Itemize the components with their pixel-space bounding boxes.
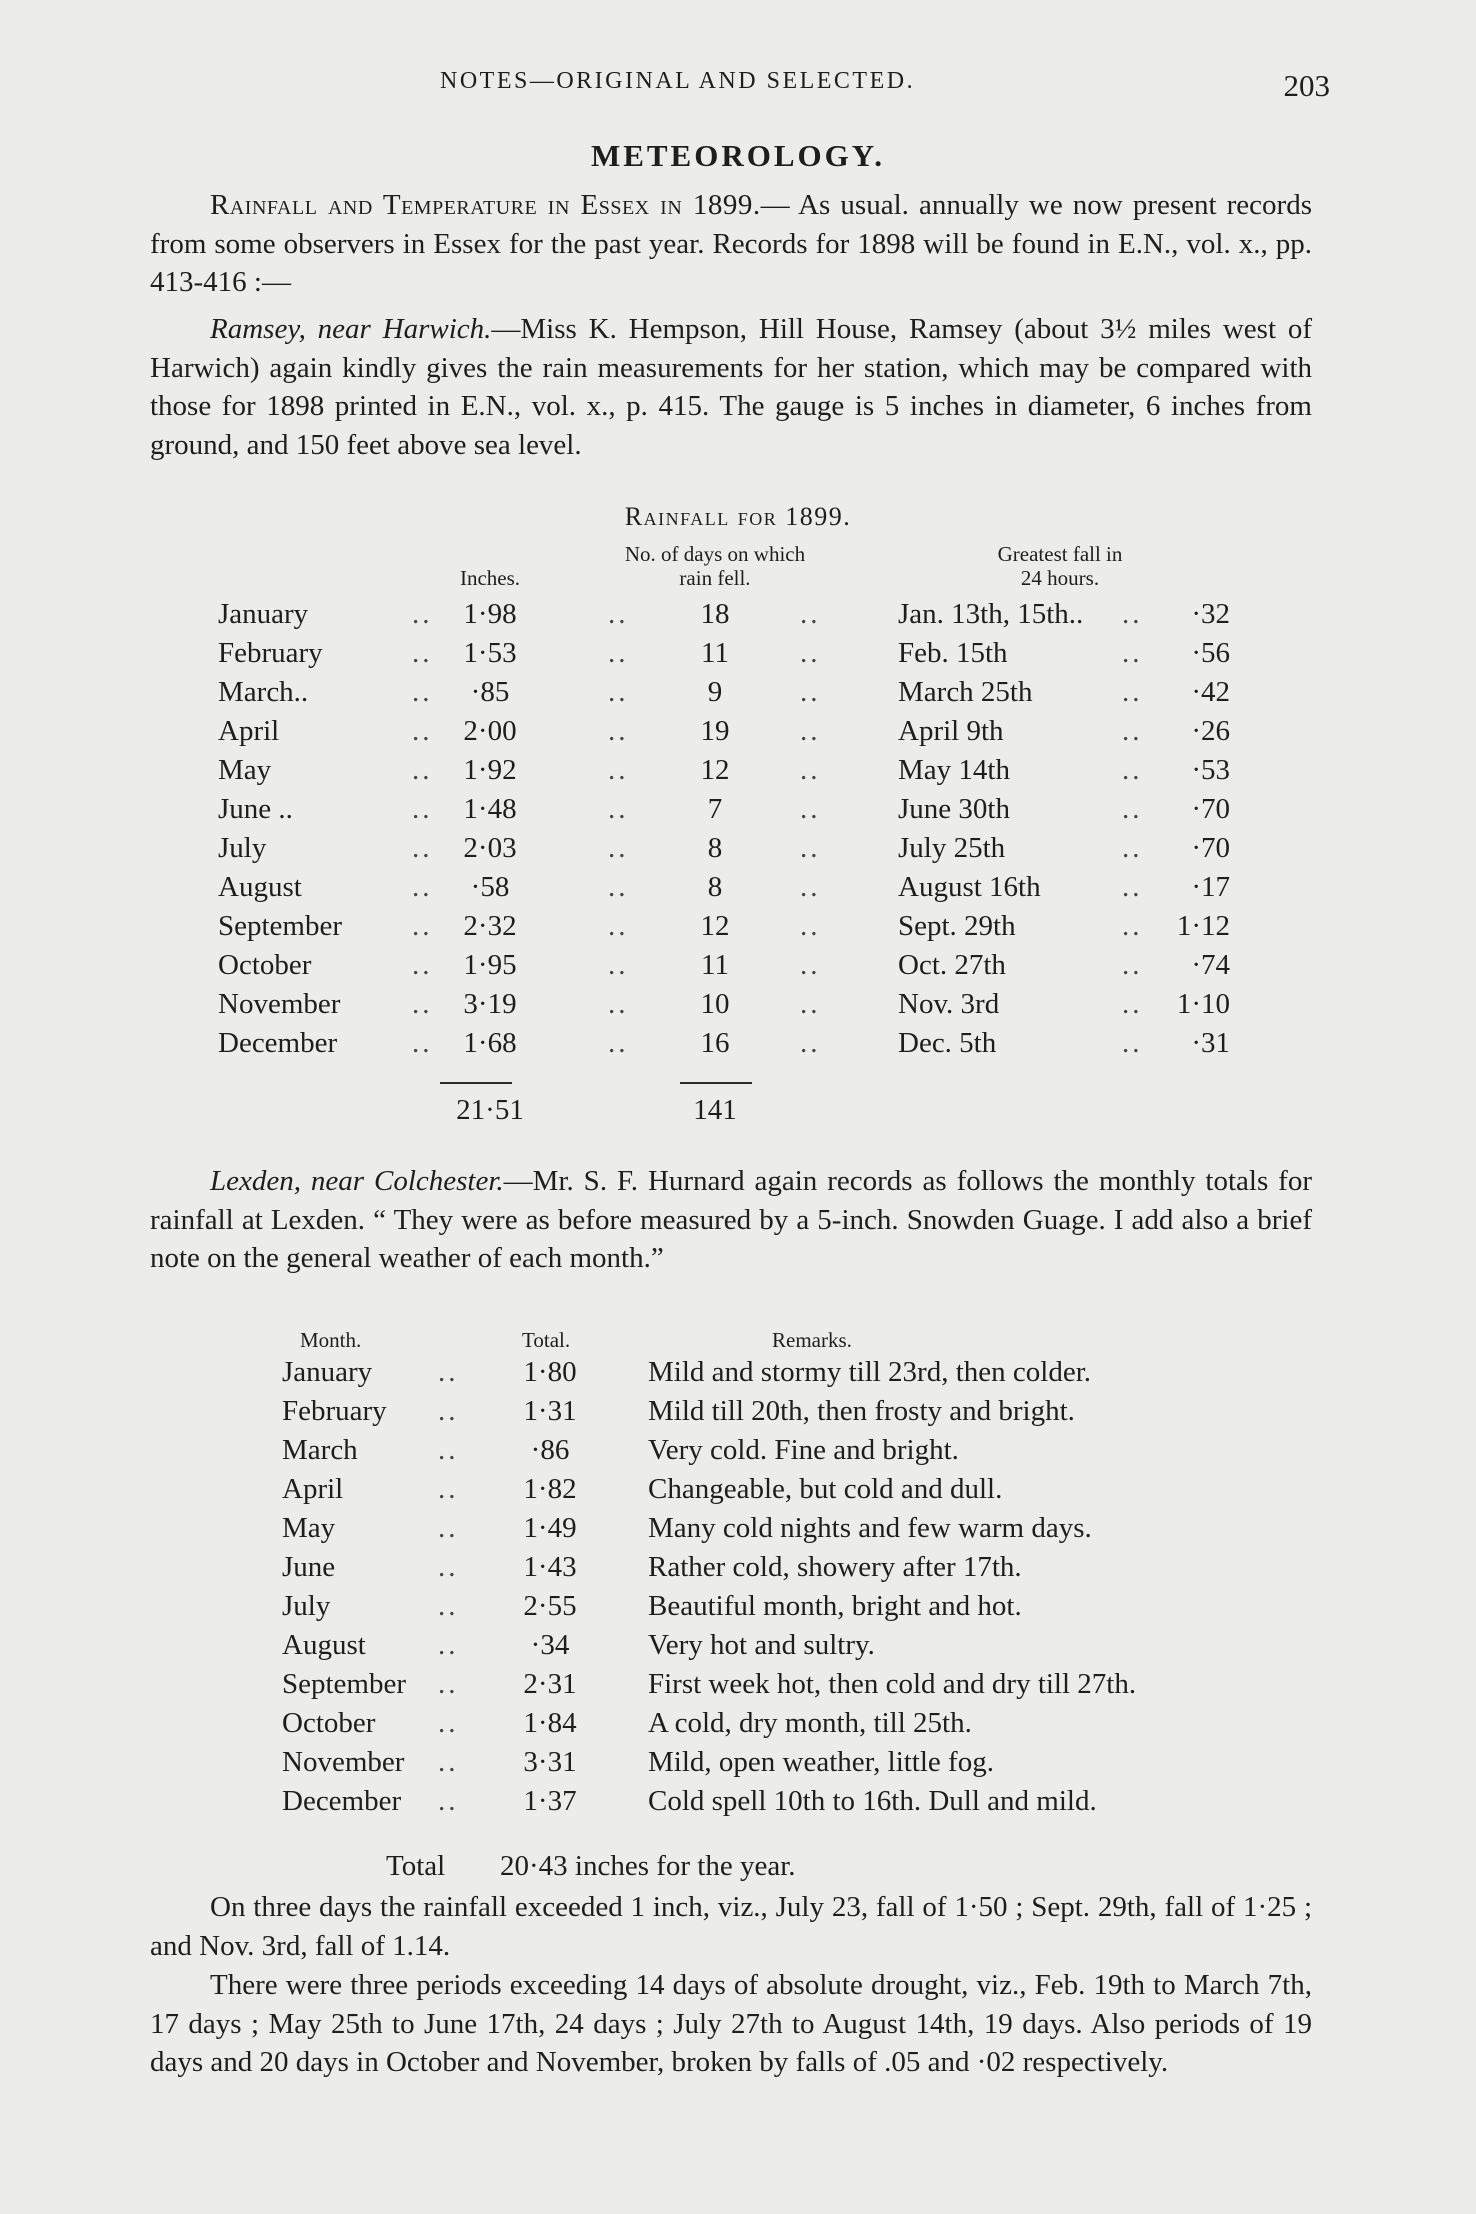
leader-dots: .. — [1122, 754, 1143, 786]
leader-dots: .. — [800, 637, 821, 669]
lexden-month: January — [282, 1356, 373, 1388]
intro-heading: Rainfall and Temperature in Essex in 1899. — [210, 189, 761, 221]
rainfall-month: January — [218, 598, 309, 630]
lexden-row — [0, 1746, 1476, 1785]
lexden-text: —Mr. S. F. Hurnard again records as follows the monthly totals for rainfall at Lexden. “ They were as before measured by a 5-inch. Snowden Guage. I add also a brief note on the general weather of each month.” — [150, 1165, 1312, 1274]
lexden-month: February — [282, 1395, 387, 1427]
leader-dots: .. — [608, 910, 629, 942]
lexden-col-remarks: Remarks. — [772, 1328, 852, 1352]
leader-dots: .. — [800, 1027, 821, 1059]
leader-dots: .. — [1122, 988, 1143, 1020]
leader-dots: .. — [1122, 949, 1143, 981]
rainfall-month: August — [218, 871, 302, 903]
lexden-place: Lexden, near Colchester. — [210, 1165, 504, 1197]
rainfall-row — [0, 637, 1476, 676]
lexden-remarks: Mild and stormy till 23rd, then colder. — [648, 1356, 1092, 1388]
ramsey-text: —Miss K. Hempson, Hill House, Ramsey (about 3½ miles west of Harwich) again kindly gives the rain measurements for her station, which may be compared with those for 1898 printed in E.N., vol. x., p. 415. The gauge is 5 inches in diameter, 6 inches from ground, and 150 feet above sea level. — [150, 313, 1312, 461]
rainfall-greatest-date: Feb. 15th — [898, 637, 1008, 669]
rainfall-days: 11 — [701, 949, 729, 981]
leader-dots: .. — [412, 754, 433, 786]
running-head — [150, 68, 1330, 108]
lexden-month: June — [282, 1551, 336, 1583]
lexden-total: 1·82 — [523, 1473, 577, 1505]
lexden-row — [0, 1707, 1476, 1746]
leader-dots: .. — [412, 832, 433, 864]
page-number: 203 — [1283, 68, 1330, 103]
lexden-row — [0, 1668, 1476, 1707]
lexden-month: April — [282, 1473, 344, 1505]
rainfall-inches: ·85 — [470, 676, 510, 708]
leader-dots: .. — [1122, 871, 1143, 903]
rainfall-days: 16 — [700, 1027, 730, 1059]
rainfall-inches: 3·19 — [463, 988, 517, 1020]
rainfall-month: May — [218, 754, 272, 786]
leader-dots: .. — [1122, 676, 1143, 708]
rainfall-month: February — [218, 637, 323, 669]
lexden-total: 1·31 — [523, 1395, 577, 1427]
rainfall-greatest-fall: ·17 — [1191, 871, 1230, 903]
rainfall-row — [0, 832, 1476, 871]
closing-paragraph-2 — [150, 1966, 1312, 2082]
lexden-col-month: Month. — [300, 1328, 362, 1352]
leader-dots: .. — [438, 1746, 459, 1778]
rainfall-days: 12 — [700, 910, 730, 942]
rainfall-greatest-date: May 14th — [898, 754, 1010, 786]
rainfall-total-row — [0, 1094, 1476, 1133]
leader-dots: .. — [412, 598, 433, 630]
lexden-row — [0, 1395, 1476, 1434]
lexden-remarks: First week hot, then cold and dry till 27th. — [648, 1668, 1137, 1700]
leader-dots: .. — [1122, 598, 1143, 630]
leader-dots: .. — [438, 1356, 459, 1388]
leader-dots: .. — [1122, 1027, 1143, 1059]
rainfall-greatest-fall: ·42 — [1191, 676, 1230, 708]
lexden-row — [0, 1629, 1476, 1668]
rainfall-row — [0, 949, 1476, 988]
rainfall-row — [0, 871, 1476, 910]
leader-dots: .. — [412, 949, 433, 981]
leader-dots: .. — [412, 715, 433, 747]
ramsey-place: Ramsey, near Harwich. — [210, 313, 492, 345]
closing-paragraph-1 — [150, 1888, 1312, 1965]
rainfall-inches: 1·95 — [463, 949, 517, 981]
leader-dots: .. — [608, 793, 629, 825]
lexden-remarks: Very hot and sultry. — [648, 1629, 875, 1661]
rainfall-inches: 2·03 — [463, 832, 517, 864]
lexden-total: 1·80 — [523, 1356, 577, 1388]
rainfall-days: 12 — [700, 754, 730, 786]
lexden-remarks: Very cold. Fine and bright. — [648, 1434, 959, 1466]
rainfall-month: March.. — [218, 676, 309, 708]
rainfall-greatest-fall: ·70 — [1191, 793, 1230, 825]
rainfall-row — [0, 598, 1476, 637]
rainfall-greatest-fall: 1·10 — [1176, 988, 1230, 1020]
leader-dots: .. — [1122, 910, 1143, 942]
leader-dots: .. — [412, 676, 433, 708]
lexden-remarks: Many cold nights and few warm days. — [648, 1512, 1092, 1544]
intro-paragraph — [150, 186, 1312, 302]
lexden-month: December — [282, 1785, 402, 1817]
lexden-total: ·34 — [530, 1629, 570, 1661]
leader-dots: .. — [800, 910, 821, 942]
lexden-total-row — [0, 1850, 1476, 1889]
lexden-remarks: Changeable, but cold and dull. — [648, 1473, 1003, 1505]
leader-dots: .. — [1122, 832, 1143, 864]
lexden-remarks: Mild till 20th, then frosty and bright. — [648, 1395, 1075, 1427]
rainfall-greatest-date: June 30th — [898, 793, 1010, 825]
lexden-paragraph — [150, 1162, 1312, 1278]
rainfall-greatest-fall: ·74 — [1191, 949, 1230, 981]
lexden-row — [0, 1590, 1476, 1629]
leader-dots: .. — [412, 637, 433, 669]
lexden-total: 2·31 — [523, 1668, 577, 1700]
lexden-month: October — [282, 1707, 376, 1739]
rainfall-month: December — [218, 1027, 338, 1059]
rainfall-total-inches: 21·51 — [456, 1094, 524, 1126]
leader-dots: .. — [608, 949, 629, 981]
rainfall-inches: 1·53 — [463, 637, 517, 669]
section-title: METEOROLOGY. — [590, 138, 886, 173]
leader-dots: .. — [438, 1668, 459, 1700]
leader-dots: .. — [1122, 637, 1143, 669]
lexden-remarks: Beautiful month, bright and hot. — [648, 1590, 1022, 1622]
leader-dots: .. — [438, 1551, 459, 1583]
lexden-total-label: Total — [386, 1850, 446, 1882]
ramsey-paragraph — [150, 310, 1312, 464]
leader-dots: .. — [608, 988, 629, 1020]
rainfall-days: 11 — [701, 637, 729, 669]
paragraph-drought: There were three periods exceeding 14 days of absolute drought, viz., Feb. 19th to March 7th, 17 days ; May 25th to June 17th, 24 days ; July 27th to August 14th, 19 days. Also periods of 19 days and 20 days in October and November, broken by falls of .05 and ·02 respectively. — [150, 1969, 1312, 2078]
rainfall-days: 18 — [700, 598, 730, 630]
rainfall-greatest-fall: ·32 — [1191, 598, 1230, 630]
lexden-month: May — [282, 1512, 336, 1544]
leader-dots: .. — [438, 1395, 459, 1427]
lexden-total: 1·43 — [523, 1551, 577, 1583]
rainfall-greatest-fall: ·31 — [1191, 1027, 1230, 1059]
lexden-month: November — [282, 1746, 405, 1778]
paragraph-rain-over-inch: On three days the rainfall exceeded 1 inch, viz., July 23, fall of 1·50 ; Sept. 29th, fall of 1·25 ; and Nov. 3rd, fall of 1.14. — [150, 1891, 1312, 1962]
lexden-total: 1·37 — [523, 1785, 577, 1817]
rainfall-greatest-date: April 9th — [898, 715, 1004, 747]
rainfall-inches: 1·92 — [463, 754, 517, 786]
lexden-row — [0, 1473, 1476, 1512]
rainfall-col-fall — [930, 542, 1190, 590]
rainfall-greatest-fall: ·53 — [1191, 754, 1230, 786]
rainfall-total-days: 141 — [693, 1094, 737, 1126]
leader-dots: .. — [800, 949, 821, 981]
rainfall-col-fall-line2: 24 hours. — [1020, 566, 1100, 590]
lexden-row — [0, 1434, 1476, 1473]
leader-dots: .. — [800, 832, 821, 864]
lexden-month: August — [282, 1629, 366, 1661]
leader-dots: .. — [608, 754, 629, 786]
leader-dots: .. — [438, 1707, 459, 1739]
rainfall-row — [0, 988, 1476, 1027]
rainfall-greatest-fall: ·56 — [1191, 637, 1230, 669]
leader-dots: .. — [438, 1473, 459, 1505]
rainfall-days: 19 — [700, 715, 730, 747]
leader-dots: .. — [800, 598, 821, 630]
leader-dots: .. — [438, 1629, 459, 1661]
rainfall-days: 8 — [707, 871, 723, 903]
lexden-row — [0, 1356, 1476, 1395]
rainfall-row — [0, 910, 1476, 949]
leader-dots: .. — [608, 1027, 629, 1059]
lexden-total-text: 20·43 inches for the year. — [500, 1850, 796, 1882]
rainfall-greatest-date: August 16th — [898, 871, 1041, 903]
rainfall-month: April — [218, 715, 280, 747]
lexden-total: 1·84 — [523, 1707, 577, 1739]
rainfall-greatest-date: Dec. 5th — [898, 1027, 997, 1059]
rainfall-days: 8 — [707, 832, 723, 864]
lexden-total: 3·31 — [523, 1746, 577, 1778]
rainfall-greatest-date: Nov. 3rd — [898, 988, 1000, 1020]
intro-text: — As usual. annually we now present records from some observers in Essex for the past year. Records for 1898 will be found in E.N., vol. x., pp. 413-416 :— — [150, 189, 1312, 298]
rainfall-col-days — [590, 542, 840, 590]
lexden-month: July — [282, 1590, 331, 1622]
lexden-remarks: A cold, dry month, till 25th. — [648, 1707, 972, 1739]
lexden-remarks: Rather cold, showery after 17th. — [648, 1551, 1022, 1583]
rainfall-greatest-date: July 25th — [898, 832, 1006, 864]
rainfall-col-days-line1: No. of days on which — [624, 542, 806, 566]
rainfall-inches: 1·98 — [463, 598, 517, 630]
leader-dots: .. — [438, 1590, 459, 1622]
rainfall-col-inches: Inches. — [459, 566, 521, 590]
leader-dots: .. — [800, 754, 821, 786]
rainfall-greatest-date: March 25th — [898, 676, 1033, 708]
rainfall-total-rule-days — [680, 1082, 752, 1084]
leader-dots: .. — [1122, 715, 1143, 747]
rainfall-inches: 1·68 — [463, 1027, 517, 1059]
lexden-col-total: Total. — [522, 1328, 571, 1352]
rainfall-month: July — [218, 832, 267, 864]
leader-dots: .. — [412, 988, 433, 1020]
leader-dots: .. — [412, 793, 433, 825]
rainfall-inches: 2·32 — [463, 910, 517, 942]
leader-dots: .. — [608, 676, 629, 708]
lexden-month: March — [282, 1434, 358, 1466]
lexden-total: 1·49 — [523, 1512, 577, 1544]
leader-dots: .. — [800, 715, 821, 747]
rainfall-greatest-fall: 1·12 — [1176, 910, 1230, 942]
rainfall-month: September — [218, 910, 343, 942]
lexden-row — [0, 1512, 1476, 1551]
rainfall-month: June .. — [218, 793, 293, 825]
leader-dots: .. — [608, 637, 629, 669]
leader-dots: .. — [800, 871, 821, 903]
lexden-row — [0, 1551, 1476, 1590]
rainfall-row — [0, 715, 1476, 754]
rainfall-days: 10 — [700, 988, 730, 1020]
rainfall-table-title: Rainfall for 1899. — [624, 502, 852, 531]
rainfall-greatest-fall: ·26 — [1191, 715, 1230, 747]
lexden-month: September — [282, 1668, 407, 1700]
leader-dots: .. — [412, 1027, 433, 1059]
leader-dots: .. — [438, 1434, 459, 1466]
leader-dots: .. — [608, 715, 629, 747]
leader-dots: .. — [438, 1512, 459, 1544]
rainfall-month: October — [218, 949, 312, 981]
leader-dots: .. — [608, 598, 629, 630]
lexden-total: ·86 — [530, 1434, 570, 1466]
lexden-row — [0, 1785, 1476, 1824]
rainfall-row — [0, 676, 1476, 715]
rainfall-greatest-date: Sept. 29th — [898, 910, 1016, 942]
lexden-total: 2·55 — [523, 1590, 577, 1622]
rainfall-row — [0, 754, 1476, 793]
leader-dots: .. — [438, 1785, 459, 1817]
rainfall-greatest-date: Oct. 27th — [898, 949, 1006, 981]
rainfall-col-fall-line1: Greatest fall in — [997, 542, 1123, 566]
rainfall-inches: 2·00 — [463, 715, 517, 747]
rainfall-greatest-date: Jan. 13th, 15th.. — [898, 598, 1084, 630]
lexden-remarks: Cold spell 10th to 16th. Dull and mild. — [648, 1785, 1097, 1817]
rainfall-col-days-line2: rain fell. — [679, 566, 751, 590]
rainfall-row — [0, 1027, 1476, 1066]
rainfall-total-rule-inches — [440, 1082, 512, 1084]
rainfall-days: 7 — [707, 793, 723, 825]
lexden-remarks: Mild, open weather, little fog. — [648, 1746, 994, 1778]
rainfall-row — [0, 793, 1476, 832]
leader-dots: .. — [800, 793, 821, 825]
rainfall-days: 9 — [707, 676, 723, 708]
leader-dots: .. — [800, 988, 821, 1020]
leader-dots: .. — [800, 676, 821, 708]
rainfall-inches: 1·48 — [463, 793, 517, 825]
leader-dots: .. — [412, 871, 433, 903]
rainfall-greatest-fall: ·70 — [1191, 832, 1230, 864]
leader-dots: .. — [412, 910, 433, 942]
rainfall-month: November — [218, 988, 341, 1020]
leader-dots: .. — [1122, 793, 1143, 825]
rainfall-inches: ·58 — [470, 871, 510, 903]
leader-dots: .. — [608, 871, 629, 903]
leader-dots: .. — [608, 832, 629, 864]
running-title: NOTES—ORIGINAL AND SELECTED. — [440, 68, 916, 94]
